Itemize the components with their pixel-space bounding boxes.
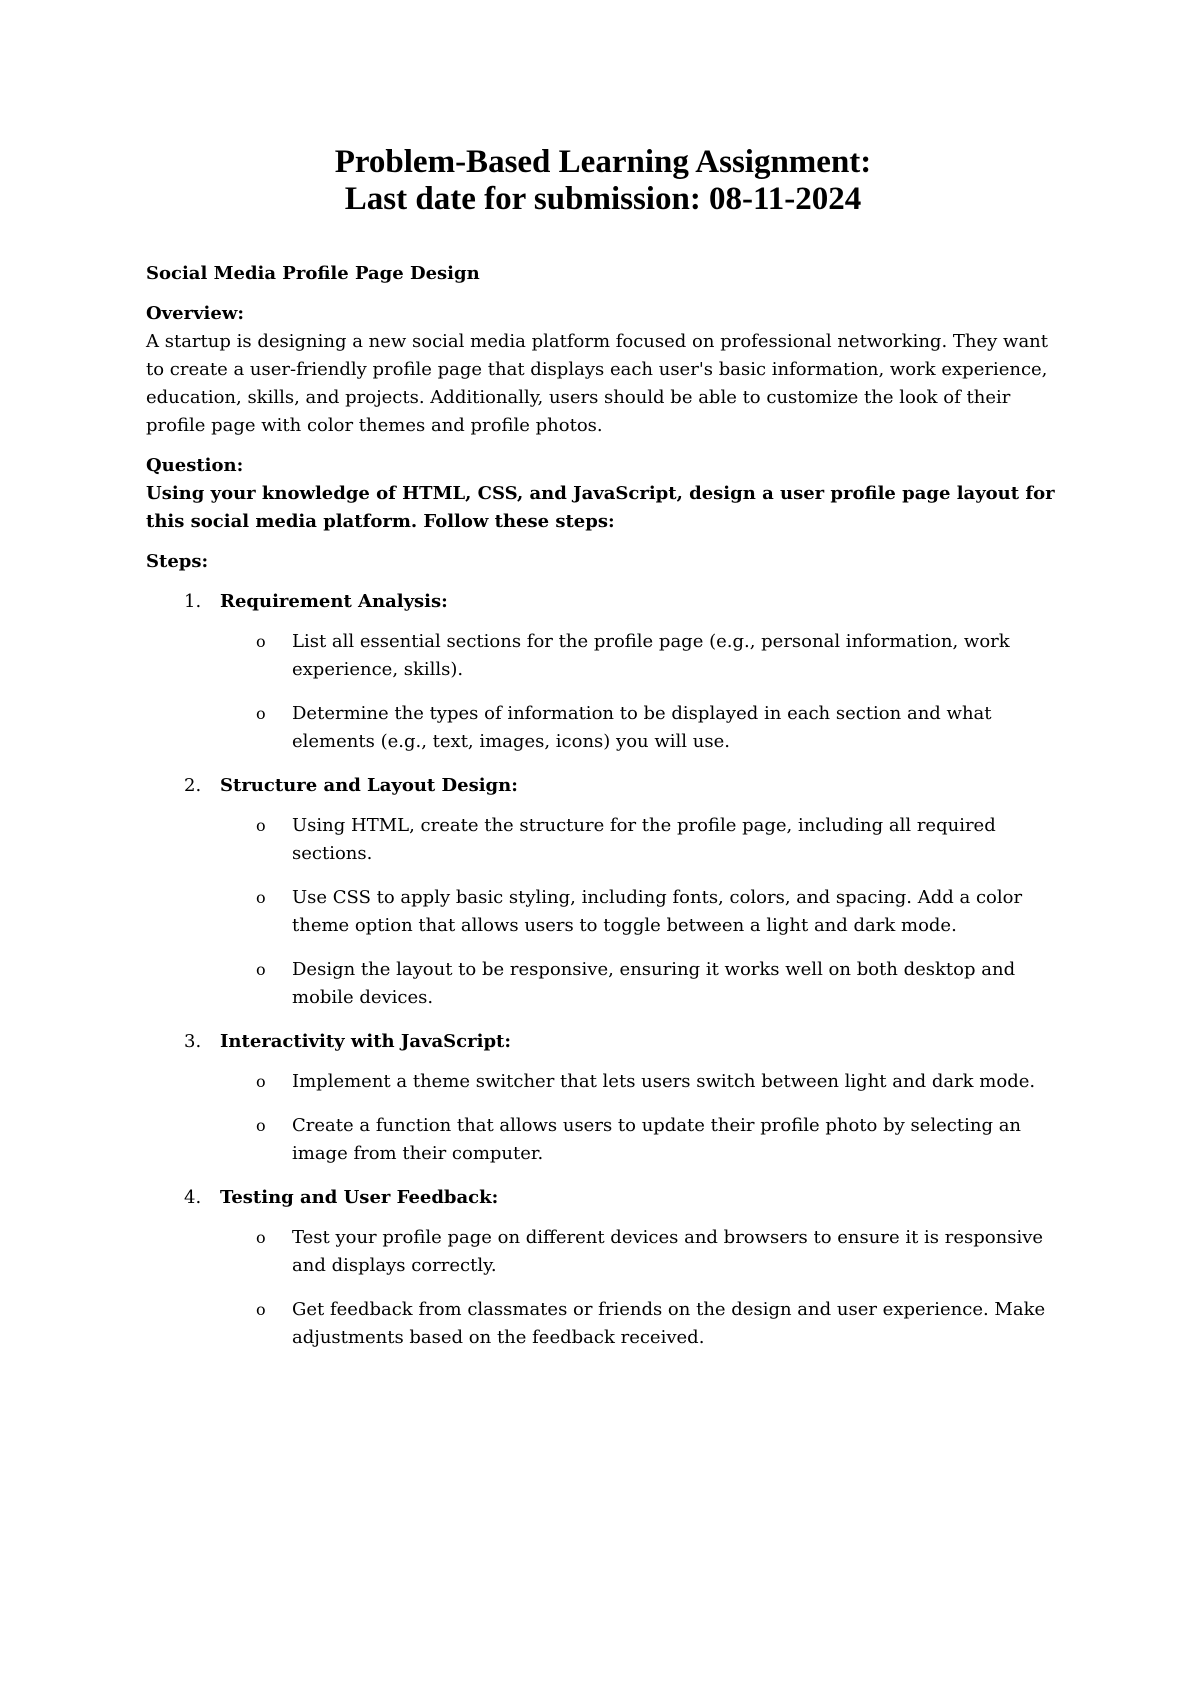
bullet-marker-icon: o: [256, 960, 266, 979]
overview-label: Overview:: [146, 303, 244, 324]
document-title: [146, 144, 1060, 218]
steps-list: [146, 588, 1060, 1352]
bullet-marker-icon: o: [256, 632, 266, 651]
step-heading: [146, 772, 1060, 800]
overview-section: [146, 300, 1060, 440]
step-subitem-text: Test your profile page on different devices and browsers to ensure it is responsive and displays correctly.: [292, 1227, 1044, 1276]
step-subitem: [146, 1296, 1060, 1352]
step-item: [146, 588, 1060, 756]
step-subitem-text: Using HTML, create the structure for the profile page, including all required sections.: [292, 815, 996, 864]
step-title: Interactivity with JavaScript:: [220, 1031, 511, 1052]
step-subitem: [146, 700, 1060, 756]
step-number: 2.: [184, 775, 202, 796]
step-number: 3.: [184, 1031, 202, 1052]
step-title: Testing and User Feedback:: [220, 1187, 499, 1208]
step-subitem-text: Implement a theme switcher that lets users switch between light and dark mode.: [292, 1071, 1036, 1092]
step-subitem: [146, 1224, 1060, 1280]
step-subitem: [146, 812, 1060, 868]
step-subitem: [146, 1112, 1060, 1168]
step-subitems: [146, 628, 1060, 756]
question-section: [146, 452, 1060, 536]
step-subitem-text: List all essential sections for the profile page (e.g., personal information, work experience, skills).: [292, 631, 1010, 680]
step-subitem: [146, 628, 1060, 684]
step-number: 4.: [184, 1187, 202, 1208]
step-title: Structure and Layout Design:: [220, 775, 518, 796]
step-heading: [146, 588, 1060, 616]
steps-label: Steps:: [146, 551, 209, 572]
step-item: [146, 1184, 1060, 1352]
step-subitem-text: Design the layout to be responsive, ensuring it works well on both desktop and mobile devices.: [292, 959, 1016, 1008]
bullet-marker-icon: o: [256, 1228, 266, 1247]
title-line-2: Last date for submission: 08-11-2024: [344, 181, 862, 217]
question-text: Using your knowledge of HTML, CSS, and JavaScript, design a user profile page layout for this social media platform. Follow these steps:: [146, 483, 1055, 532]
step-subitems: [146, 1068, 1060, 1168]
step-heading: [146, 1184, 1060, 1212]
step-subitem: [146, 956, 1060, 1012]
step-number: 1.: [184, 591, 202, 612]
bullet-marker-icon: o: [256, 816, 266, 835]
step-subitem-text: Determine the types of information to be displayed in each section and what elements (e.g., text, images, icons) you will use.: [292, 703, 992, 752]
question-label: Question:: [146, 455, 244, 476]
step-heading: [146, 1028, 1060, 1056]
bullet-marker-icon: o: [256, 704, 266, 723]
step-subitem-text: Use CSS to apply basic styling, including fonts, colors, and spacing. Add a color theme option that allows users to toggle between a light and dark mode.: [292, 887, 1023, 936]
title-line-1: Problem-Based Learning Assignment:: [334, 144, 872, 180]
step-subitem: [146, 1068, 1060, 1096]
step-subitem: [146, 884, 1060, 940]
overview-text: A startup is designing a new social media platform focused on professional networking. They want to create a user-friendly profile page that displays each user's basic information, work experience, education, skills, and projects. Additionally, users should be able to customize the look of their profile page with color themes and profile photos.: [146, 331, 1048, 436]
step-subitems: [146, 812, 1060, 1012]
step-subitem-text: Create a function that allows users to update their profile photo by selecting an image from their computer.: [292, 1115, 1022, 1164]
step-subitems: [146, 1224, 1060, 1352]
assignment-heading: Social Media Profile Page Design: [146, 263, 480, 284]
bullet-marker-icon: o: [256, 1072, 266, 1091]
step-subitem-text: Get feedback from classmates or friends on the design and user experience. Make adjustments based on the feedback received.: [292, 1299, 1046, 1348]
step-item: [146, 772, 1060, 1012]
step-item: [146, 1028, 1060, 1168]
bullet-marker-icon: o: [256, 888, 266, 907]
bullet-marker-icon: o: [256, 1116, 266, 1135]
step-title: Requirement Analysis:: [220, 591, 448, 612]
bullet-marker-icon: o: [256, 1300, 266, 1319]
